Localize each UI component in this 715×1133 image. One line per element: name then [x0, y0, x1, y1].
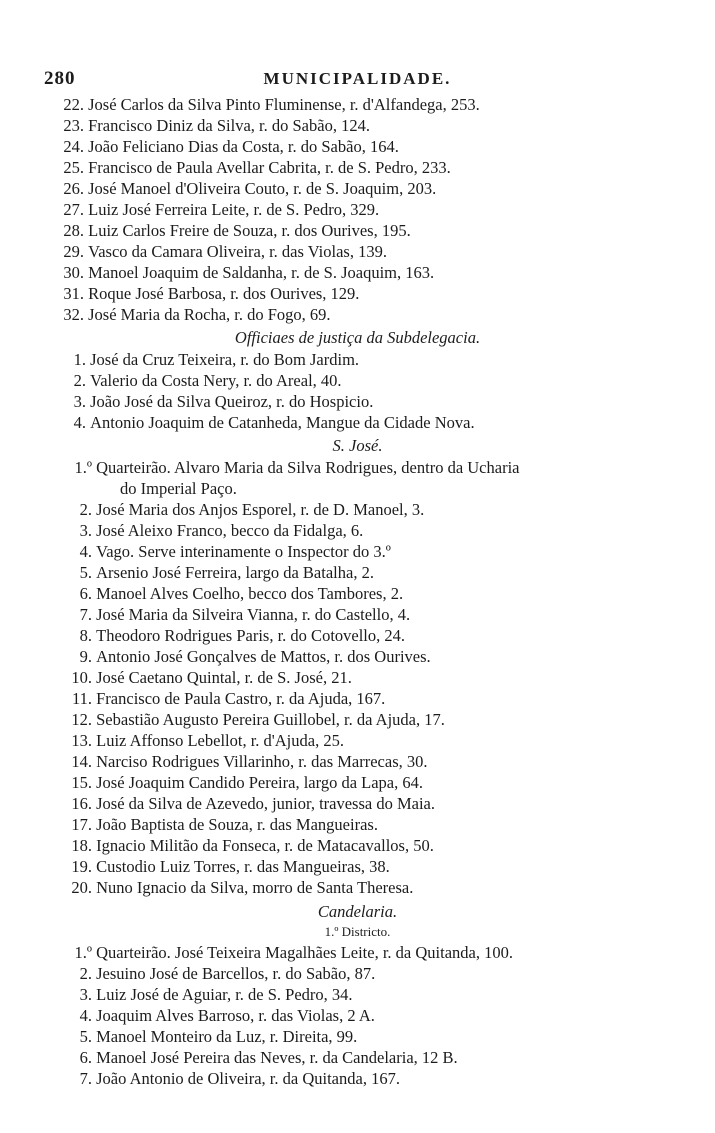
item-text: José Joaquim Candido Pereira, largo da Lapa, 64.: [96, 773, 423, 792]
list-item: [48, 116, 370, 136]
section-heading-candelaria: Candelaria.: [317, 902, 398, 921]
list-item: [62, 1006, 375, 1026]
item-number: 16.: [71, 794, 92, 813]
section-heading-sao-jose: S. José.: [332, 436, 383, 455]
item-number: 29.: [63, 242, 84, 261]
list-item: [62, 458, 520, 478]
list-item: [62, 943, 513, 963]
item-number: 25.: [63, 158, 84, 177]
running-head: MUNICIPALIDADE.: [263, 69, 452, 88]
list-item: [62, 1027, 357, 1047]
list-item: [62, 584, 403, 604]
item-number: 12.: [71, 710, 92, 729]
item-number: 5.: [79, 1027, 92, 1046]
item-number: 6.: [79, 1048, 92, 1067]
item-text: Manoel Alves Coelho, becco dos Tambores, 2.: [96, 584, 404, 603]
list-item: [62, 521, 363, 541]
list-item: [48, 305, 331, 325]
list-item: [48, 158, 451, 178]
item-text: Antonio Joaquim de Catanheda, Mangue da Cidade Nova.: [90, 413, 475, 432]
item-text: Antonio José Gonçalves de Mattos, r. dos Ourives.: [96, 647, 431, 666]
item-continuation: do Imperial Paço.: [120, 479, 237, 498]
list-item: [62, 836, 434, 856]
item-text: Valerio da Costa Nery, r. do Areal, 40.: [90, 371, 342, 390]
item-number: 2.: [79, 500, 92, 519]
item-number: 13.: [71, 731, 92, 750]
item-text: Francisco de Paula Avellar Cabrita, r. de S. Pedro, 233.: [88, 158, 451, 177]
item-number: 14.: [71, 752, 92, 771]
item-number: 5.: [79, 563, 92, 582]
item-text: Luiz José Ferreira Leite, r. de S. Pedro, 329.: [88, 200, 380, 219]
item-number: 1.º: [74, 943, 92, 962]
item-text: João Feliciano Dias da Costa, r. do Sabão, 164.: [88, 137, 399, 156]
item-number: 15.: [71, 773, 92, 792]
list-item: [62, 605, 410, 625]
list-item: [62, 857, 390, 877]
item-number: 3.: [79, 985, 92, 1004]
list-item: [62, 794, 435, 814]
item-text: Arsenio José Ferreira, largo da Batalha, 2.: [96, 563, 374, 582]
item-text: Ignacio Militão da Fonseca, r. de Matacavallos, 50.: [96, 836, 434, 855]
list-item: [62, 1069, 400, 1089]
page-number: 280: [44, 68, 76, 89]
list-item: [62, 710, 445, 730]
list-item: [62, 668, 352, 688]
item-text: Vago. Serve interinamente o Inspector do 3.º: [96, 542, 391, 561]
item-number: 28.: [63, 221, 84, 240]
list-item: [62, 752, 428, 772]
item-text: João José da Silva Queiroz, r. do Hospicio.: [90, 392, 374, 411]
item-number: 31.: [63, 284, 84, 303]
list-item: [48, 263, 434, 283]
list-item: [62, 689, 385, 709]
list-item: [62, 563, 374, 583]
item-number: 2.: [73, 371, 86, 390]
item-text: Luiz Affonso Lebellot, r. d'Ajuda, 25.: [96, 731, 344, 750]
item-text: José Aleixo Franco, becco da Fidalga, 6.: [96, 521, 364, 540]
item-number: 9.: [79, 647, 92, 666]
item-number: 4.: [79, 542, 92, 561]
item-text: Quarteirão. Alvaro Maria da Silva Rodrigues, dentro da Ucharia: [96, 458, 520, 477]
list-item: [48, 95, 480, 115]
item-text: Manoel Joaquim de Saldanha, r. de S. Joaquim, 163.: [88, 263, 435, 282]
item-number: 23.: [63, 116, 84, 135]
item-text: Luiz Carlos Freire de Souza, r. dos Ourives, 195.: [88, 221, 411, 240]
item-number: 4.: [73, 413, 86, 432]
item-text: Vasco da Camara Oliveira, r. das Violas, 139.: [88, 242, 387, 261]
item-text: João Baptista de Souza, r. das Mangueiras.: [96, 815, 378, 834]
item-text: Manoel José Pereira das Neves, r. da Candelaria, 12 B.: [96, 1048, 458, 1067]
list-item: [48, 179, 436, 199]
section-subheading-districto: 1.º Districto.: [324, 924, 391, 939]
list-item: [62, 815, 378, 835]
list-item: [62, 1048, 458, 1068]
item-text: José Maria da Silveira Vianna, r. do Castello, 4.: [96, 605, 411, 624]
item-text: Roque José Barbosa, r. dos Ourives, 129.: [88, 284, 360, 303]
item-number: 10.: [71, 668, 92, 687]
item-number: 30.: [63, 263, 84, 282]
item-number: 27.: [63, 200, 84, 219]
list-item: [62, 392, 373, 412]
list-item: [62, 626, 405, 646]
list-item: [62, 878, 413, 898]
list-item: [48, 137, 399, 157]
list-item: [48, 221, 411, 241]
item-text: Narciso Rodrigues Villarinho, r. das Marrecas, 30.: [96, 752, 428, 771]
list-item: [48, 242, 387, 262]
item-number: 32.: [63, 305, 84, 324]
list-item: [62, 500, 424, 520]
list-item: [62, 985, 353, 1005]
item-text: José Manoel d'Oliveira Couto, r. de S. Joaquim, 203.: [88, 179, 437, 198]
item-number: 3.: [79, 521, 92, 540]
item-text: José Maria dos Anjos Esporel, r. de D. Manoel, 3.: [96, 500, 425, 519]
list-item: [62, 542, 391, 562]
item-number: 26.: [63, 179, 84, 198]
item-number: 8.: [79, 626, 92, 645]
item-text: Francisco de Paula Castro, r. da Ajuda, 167.: [96, 689, 386, 708]
item-number: 7.: [79, 605, 92, 624]
item-text: Custodio Luiz Torres, r. das Mangueiras, 38.: [96, 857, 390, 876]
section-heading-officiaes: Officiaes de justiça da Subdelegacia.: [234, 328, 481, 347]
item-text: Nuno Ignacio da Silva, morro de Santa Theresa.: [96, 878, 414, 897]
item-text: Luiz José de Aguiar, r. de S. Pedro, 34.: [96, 985, 353, 1004]
item-text: José Maria da Rocha, r. do Fogo, 69.: [88, 305, 331, 324]
item-number: 19.: [71, 857, 92, 876]
item-number: 24.: [63, 137, 84, 156]
item-text: Theodoro Rodrigues Paris, r. do Cotovello, 24.: [96, 626, 406, 645]
item-text: Manoel Monteiro da Luz, r. Direita, 99.: [96, 1027, 358, 1046]
list-item: [62, 371, 342, 391]
list-item: [62, 773, 423, 793]
item-text: Francisco Diniz da Silva, r. do Sabão, 124.: [88, 116, 370, 135]
item-number: 22.: [63, 95, 84, 114]
page-header: [0, 68, 715, 92]
item-text: Sebastião Augusto Pereira Guillobel, r. da Ajuda, 17.: [96, 710, 445, 729]
item-number: 17.: [71, 815, 92, 834]
item-number: 3.: [73, 392, 86, 411]
item-text: José da Cruz Teixeira, r. do Bom Jardim.: [90, 350, 360, 369]
item-number: 4.: [79, 1006, 92, 1025]
item-number: 1.º: [74, 458, 92, 477]
item-text: João Antonio de Oliveira, r. da Quitanda, 167.: [96, 1069, 400, 1088]
list-item: [62, 964, 375, 984]
item-number: 2.: [79, 964, 92, 983]
item-text: Quarteirão. José Teixeira Magalhães Leite, r. da Quitanda, 100.: [96, 943, 513, 962]
list-item: [62, 647, 431, 667]
list-item: [48, 200, 379, 220]
item-text: Jesuino José de Barcellos, r. do Sabão, 87.: [96, 964, 376, 983]
list-item: [62, 350, 359, 370]
item-text: José Carlos da Silva Pinto Fluminense, r. d'Alfandega, 253.: [88, 95, 480, 114]
item-number: 6.: [79, 584, 92, 603]
item-text: Joaquim Alves Barroso, r. das Violas, 2 A.: [96, 1006, 375, 1025]
item-number: 11.: [71, 689, 92, 708]
item-text: José da Silva de Azevedo, junior, travessa do Maia.: [96, 794, 436, 813]
list-item: [62, 413, 475, 433]
item-number: 18.: [71, 836, 92, 855]
item-text: José Caetano Quintal, r. de S. José, 21.: [96, 668, 352, 687]
item-number: 1.: [73, 350, 86, 369]
list-item: [62, 731, 344, 751]
item-number: 20.: [71, 878, 92, 897]
list-item: [48, 284, 359, 304]
item-number: 7.: [79, 1069, 92, 1088]
